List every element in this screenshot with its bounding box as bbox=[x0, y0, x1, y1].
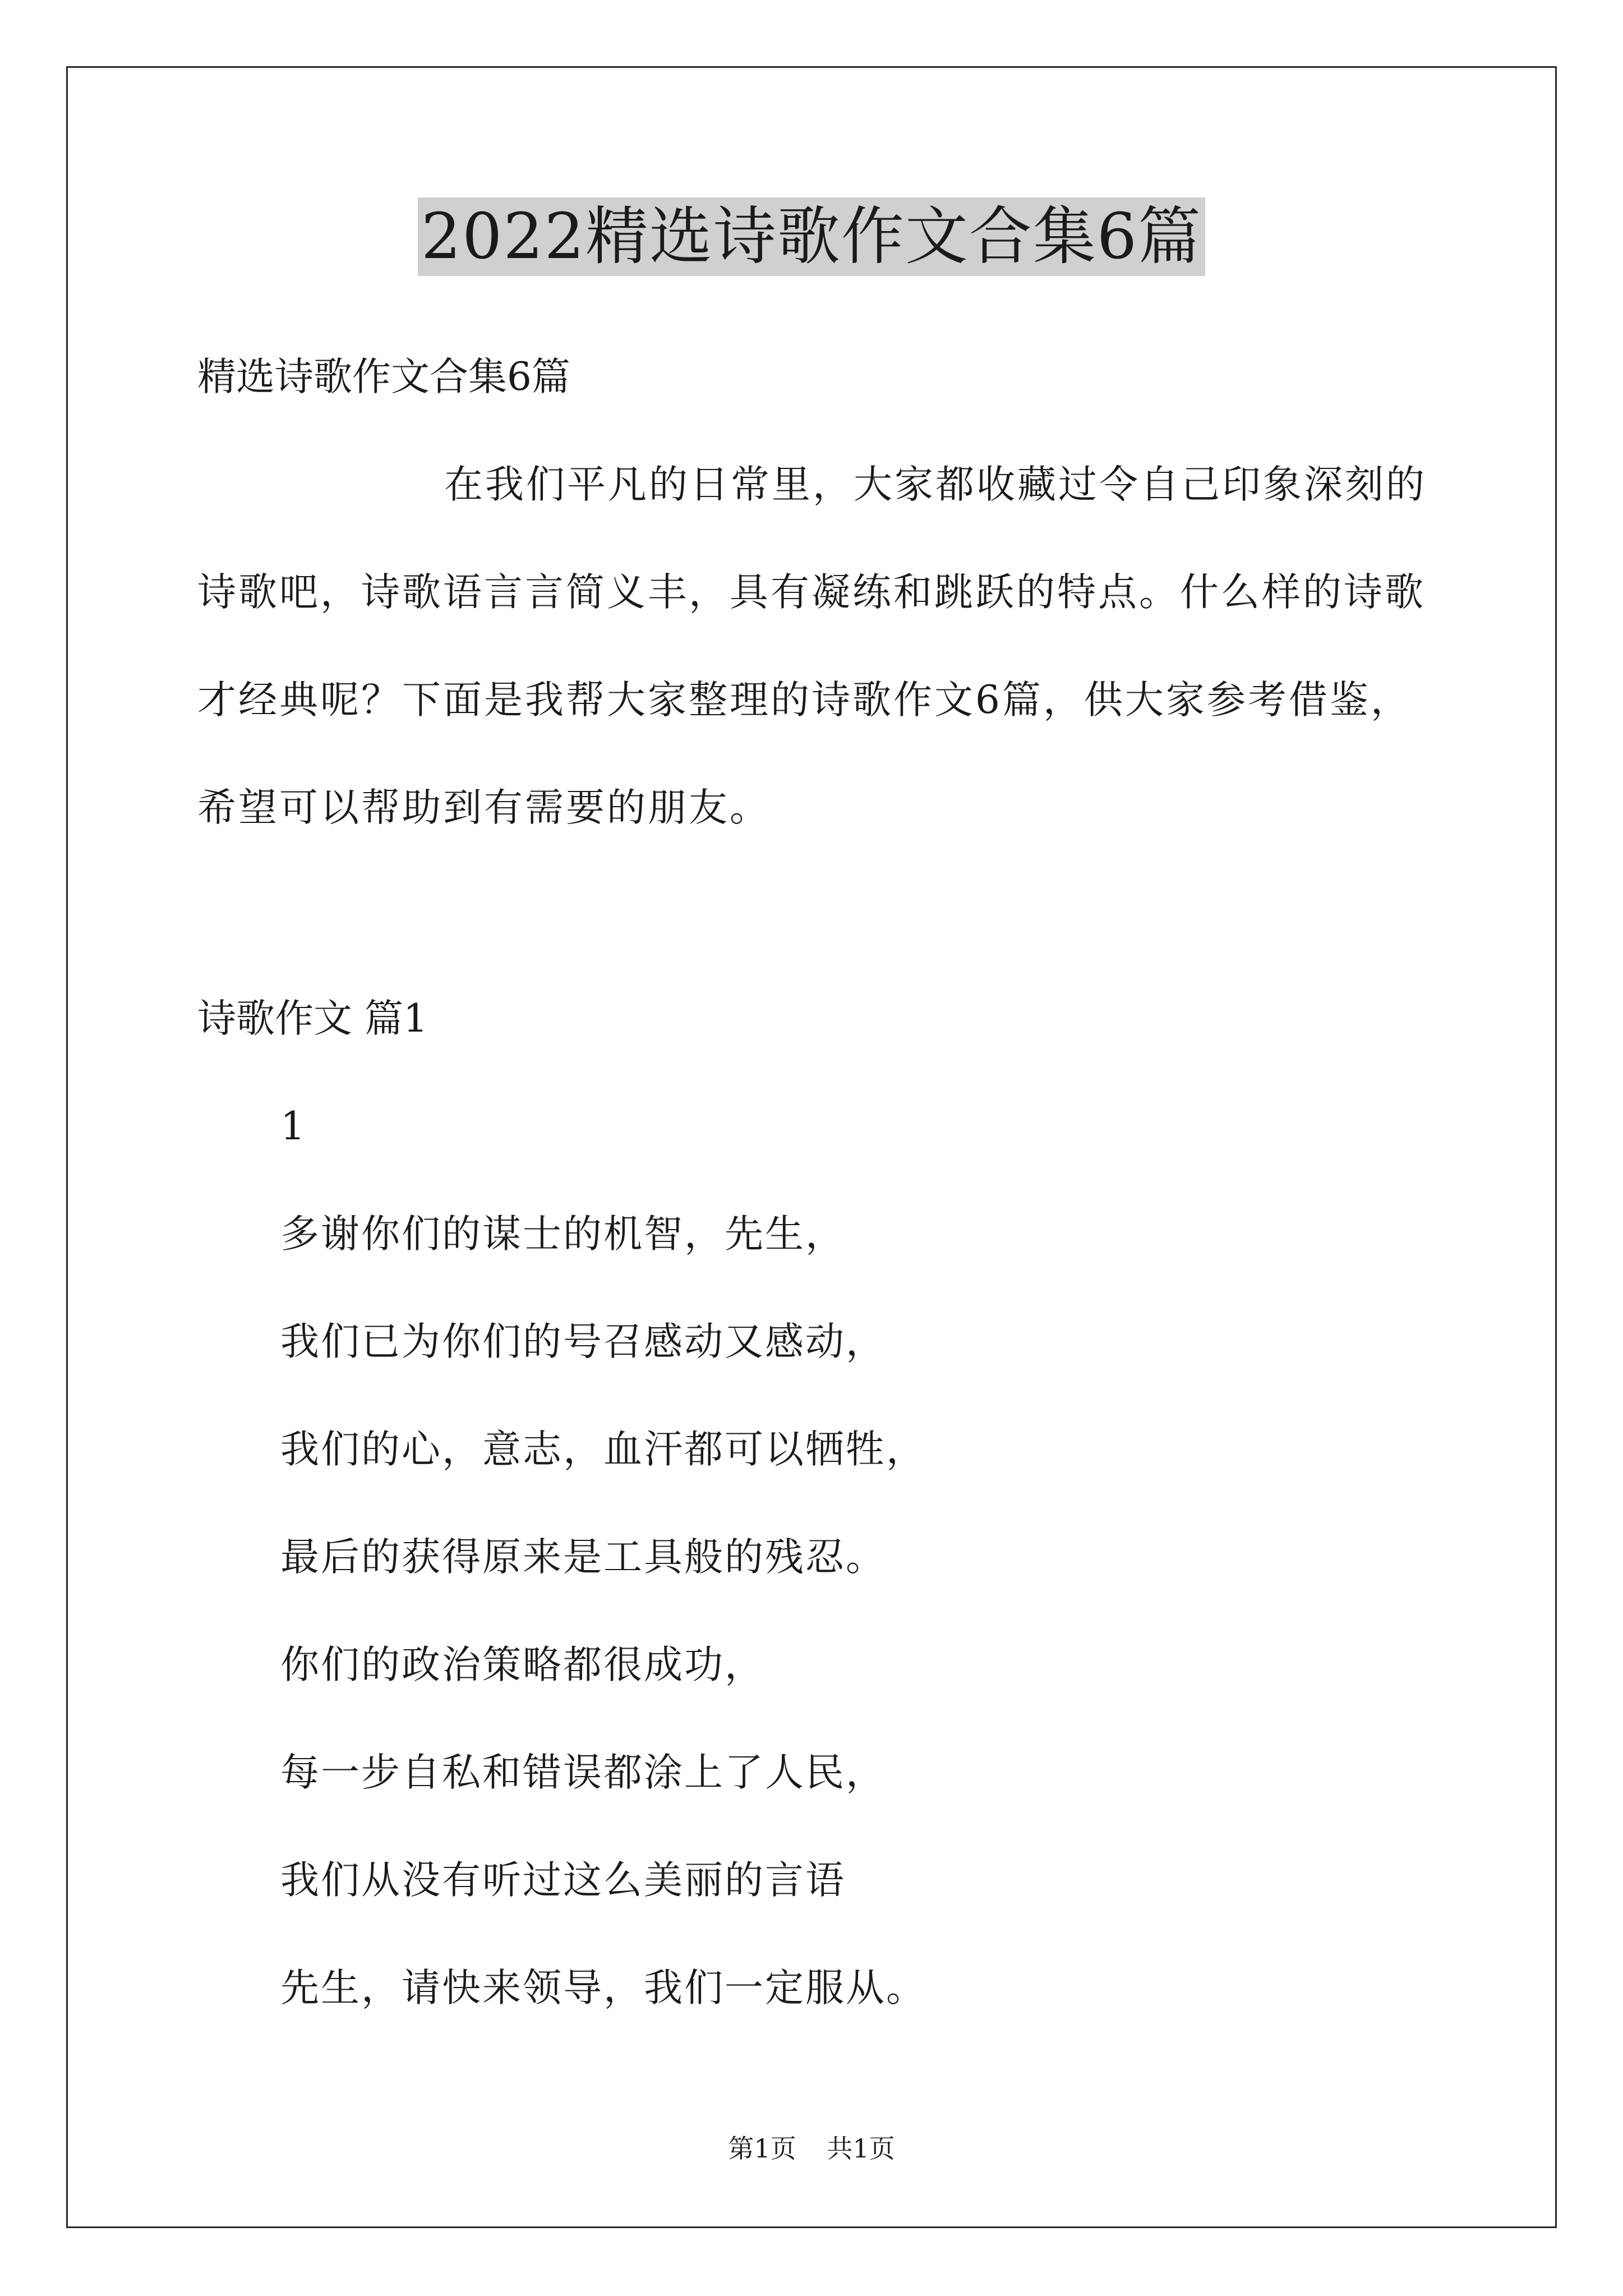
section-heading: 诗歌作文 篇1 bbox=[197, 996, 428, 1041]
intro-line: 诗歌吧，诗歌语言言简义丰，具有凝练和跳跃的特点。什么样的诗歌 bbox=[197, 570, 1426, 615]
document-title: 2022精选诗歌作文合集6篇 bbox=[418, 197, 1205, 276]
page-number-total: 共1页 bbox=[827, 2133, 895, 2164]
poem-line: 你们的政治策略都很成功， bbox=[280, 1642, 765, 1687]
poem-line: 我们的心，意志，血汗都可以牺牲， bbox=[280, 1427, 926, 1472]
stanza-number: 1 bbox=[280, 1104, 305, 1149]
poem-line: 多谢你们的谋士的机智，先生， bbox=[280, 1212, 846, 1257]
document-subtitle: 精选诗歌作文合集6篇 bbox=[197, 355, 570, 399]
poem-line: 我们已为你们的号召感动又感动， bbox=[280, 1319, 886, 1364]
poem-line: 最后的获得原来是工具般的残忍。 bbox=[280, 1535, 886, 1580]
intro-line: 在我们平凡的日常里，大家都收藏过令自己印象深刻的 bbox=[444, 462, 1427, 507]
intro-line: 希望可以帮助到有需要的朋友。 bbox=[197, 785, 771, 830]
title-container bbox=[0, 197, 1623, 276]
intro-line: 才经典呢？下面是我帮大家整理的诗歌作文6篇，供大家参考借鉴， bbox=[197, 678, 1412, 723]
page-number-current: 第1页 bbox=[728, 2133, 796, 2164]
page-footer bbox=[0, 2132, 1623, 2165]
poem-line: 我们从没有听过这么美丽的言语 bbox=[280, 1858, 846, 1903]
poem-line: 每一步自私和错误都涂上了人民， bbox=[280, 1750, 886, 1795]
poem-line: 先生，请快来领导，我们一定服从。 bbox=[280, 1966, 926, 2010]
